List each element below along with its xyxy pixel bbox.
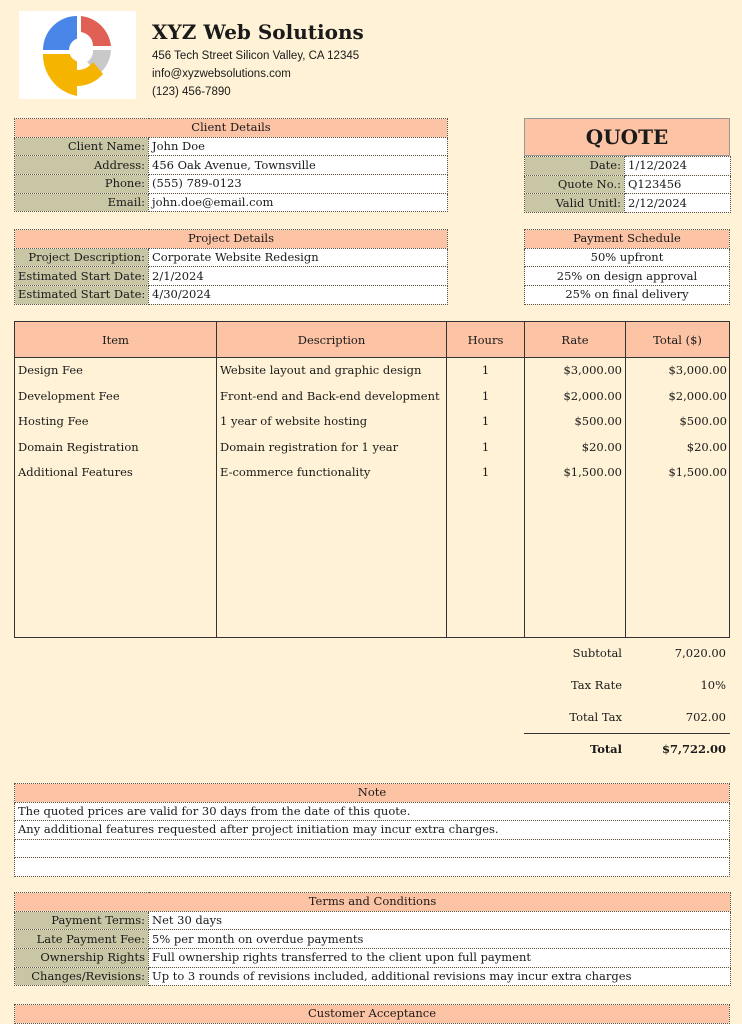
ownership-label: Ownership Rights xyxy=(15,949,149,968)
subtotal-label: Subtotal xyxy=(572,646,622,660)
row-rate: $2,000.00 xyxy=(563,388,622,403)
row-hours: 1 xyxy=(481,388,490,403)
row-total: $1,500.00 xyxy=(668,465,727,479)
row-total: $2,000.00 xyxy=(668,388,727,403)
quote-title: QUOTE xyxy=(524,118,730,156)
payment-terms-value: Net 30 days xyxy=(149,911,731,930)
row-item: Development Fee xyxy=(18,388,120,403)
row-description: Website layout and graphic design xyxy=(220,363,422,377)
quote-number-label: Quote No.: xyxy=(525,175,625,194)
row-rate: $1,500.00 xyxy=(563,465,622,479)
row-total: $500.00 xyxy=(679,414,727,428)
revisions-value: Up to 3 rounds of revisions included, additional revisions may incur extra charges xyxy=(149,967,731,986)
table-row xyxy=(15,358,729,383)
table-row xyxy=(15,460,729,485)
company-logo xyxy=(19,11,136,99)
quote-info-table xyxy=(524,156,731,213)
header-total: Total ($) xyxy=(653,333,702,347)
row-total: $20.00 xyxy=(686,439,727,454)
company-email: info@xyzwebsolutions.com xyxy=(152,68,291,80)
client-email-value: john.doe@email.com xyxy=(149,193,448,212)
client-address-value: 456 Oak Avenue, Townsville xyxy=(149,156,448,175)
quote-valid-value: 2/12/2024 xyxy=(625,194,731,213)
project-description-label: Project Description: xyxy=(15,248,149,267)
row-item: Hosting Fee xyxy=(18,414,89,428)
payment-schedule-table xyxy=(524,229,730,305)
row-rate: $20.00 xyxy=(581,439,622,454)
company-phone: (123) 456-7890 xyxy=(152,86,231,98)
row-item: Design Fee xyxy=(18,363,83,377)
row-total: $3,000.00 xyxy=(668,363,727,377)
table-row xyxy=(15,435,729,460)
payment-terms-label: Payment Terms: xyxy=(15,911,149,930)
client-phone-label: Phone: xyxy=(15,175,149,194)
payment-schedule-item: 25% on final delivery xyxy=(525,286,730,305)
client-name-label: Client Name: xyxy=(15,137,149,156)
company-address: 456 Tech Street Silicon Valley, CA 12345 xyxy=(152,50,360,62)
late-fee-value: 5% per month on overdue payments xyxy=(149,930,731,949)
acceptance-table xyxy=(14,1004,730,1024)
payment-schedule-title: Payment Schedule xyxy=(525,230,730,249)
client-email-label: Email: xyxy=(15,193,149,212)
company-name: XYZ Web Solutions xyxy=(152,20,364,44)
tax-rate-value: 10% xyxy=(700,678,726,692)
terms-table xyxy=(14,892,731,986)
quote-number-value: Q123456 xyxy=(625,175,731,194)
client-name-value: John Doe xyxy=(149,137,448,156)
row-description: Domain registration for 1 year xyxy=(220,439,399,454)
total-tax-value: 702.00 xyxy=(685,710,726,724)
header-hours: Hours xyxy=(467,333,504,347)
client-address-label: Address: xyxy=(15,156,149,175)
project-details-table xyxy=(14,229,448,305)
acceptance-title: Customer Acceptance xyxy=(15,1005,730,1024)
row-item: Domain Registration xyxy=(18,439,139,454)
note-line: Any additional features requested after project initiation may incur extra charges. xyxy=(15,821,730,840)
row-hours: 1 xyxy=(481,439,490,454)
row-rate: $3,000.00 xyxy=(563,363,622,377)
row-hours: 1 xyxy=(481,363,490,377)
terms-title: Terms and Conditions xyxy=(15,893,731,912)
header-description: Description xyxy=(297,333,366,347)
row-hours: 1 xyxy=(481,465,490,479)
row-rate: $500.00 xyxy=(574,414,622,428)
row-hours: 1 xyxy=(481,414,490,428)
client-phone-value: (555) 789-0123 xyxy=(149,175,448,194)
totals-divider xyxy=(524,733,730,734)
note-table xyxy=(14,783,730,877)
note-line xyxy=(15,858,730,877)
table-row xyxy=(15,384,729,409)
logo-icon xyxy=(41,14,113,98)
client-details-title: Client Details xyxy=(15,119,448,138)
row-description: 1 year of website hosting xyxy=(220,414,368,428)
subtotal-value: 7,020.00 xyxy=(674,646,726,660)
revisions-label: Changes/Revisions: xyxy=(15,967,149,986)
late-fee-label: Late Payment Fee: xyxy=(15,930,149,949)
ownership-value: Full ownership rights transferred to the client upon full payment xyxy=(149,949,731,968)
project-description-value: Corporate Website Redesign xyxy=(149,248,448,267)
client-details-table xyxy=(14,118,448,212)
project-end-label: Estimated Start Date: xyxy=(15,286,149,305)
row-description: E-commerce functionality xyxy=(220,465,371,479)
project-details-title: Project Details xyxy=(15,230,448,249)
header-rate: Rate xyxy=(561,333,589,347)
project-end-value: 4/30/2024 xyxy=(149,286,448,305)
row-description: Front-end and Back-end development xyxy=(220,388,440,403)
tax-rate-label: Tax Rate xyxy=(571,678,622,692)
items-table-header xyxy=(15,322,729,358)
payment-schedule-item: 25% on design approval xyxy=(525,267,730,286)
table-row xyxy=(15,409,729,434)
total-value: $7,722.00 xyxy=(661,742,726,756)
quote-valid-label: Valid Unitl: xyxy=(525,194,625,213)
quote-date-label: Date: xyxy=(525,157,625,176)
total-tax-label: Total Tax xyxy=(569,710,622,724)
header-item: Item xyxy=(102,333,129,347)
total-label: Total xyxy=(589,742,622,756)
quote-date-value: 1/12/2024 xyxy=(625,157,731,176)
items-table xyxy=(14,321,730,638)
note-line: The quoted prices are valid for 30 days from the date of this quote. xyxy=(15,802,730,821)
payment-schedule-item: 50% upfront xyxy=(525,248,730,267)
note-line xyxy=(15,839,730,858)
project-start-value: 2/1/2024 xyxy=(149,267,448,286)
note-title: Note xyxy=(15,784,730,803)
project-start-label: Estimated Start Date: xyxy=(15,267,149,286)
row-item: Additional Features xyxy=(18,465,133,479)
